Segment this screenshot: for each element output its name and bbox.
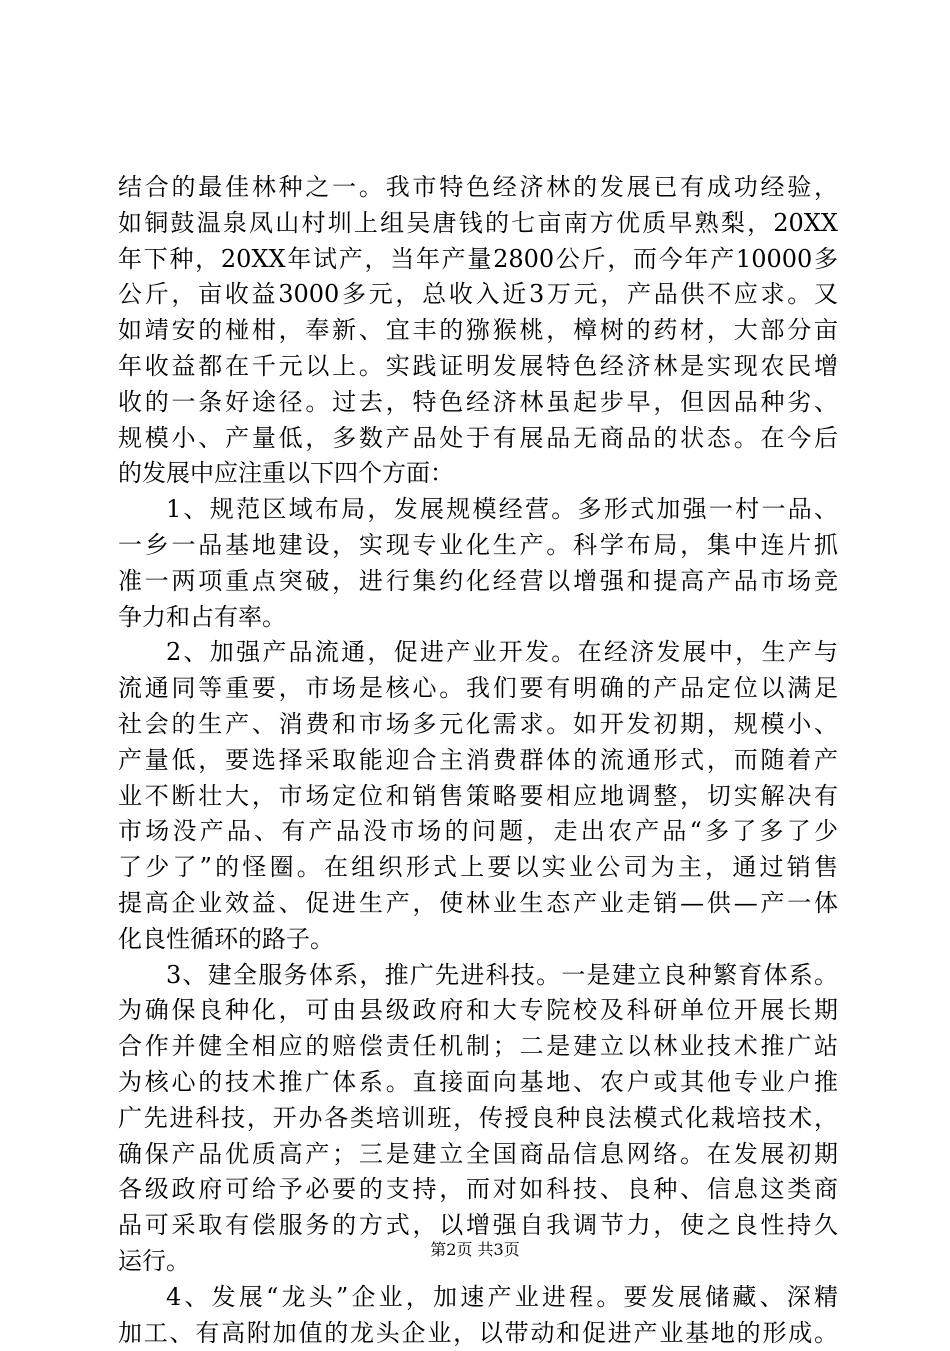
document-body — [118, 170, 838, 1351]
text-line: 流通同等重要，市场是核心。我们要有明确的产品定位以满足 — [118, 671, 838, 707]
text-line: 为核心的技术推广体系。直接面向基地、农户或其他专业户推 — [118, 1065, 838, 1101]
page-number-footer: 第2页 共3页 — [0, 1240, 950, 1260]
text-line: 合作并健全相应的赔偿责任机制；二是建立以林业技术推广站 — [118, 1029, 838, 1065]
text-line: 争力和占有率。 — [118, 600, 838, 636]
text-line: 规模小、产量低，多数产品处于有展品无商品的状态。在今后 — [118, 421, 838, 457]
text-line: 社会的生产、消费和市场多元化需求。如开发初期，规模小、 — [118, 707, 838, 743]
text-line: 加工、有高附加值的龙头企业，以带动和促进产业基地的形成。 — [118, 1316, 838, 1351]
text-line: 确保产品优质高产；三是建立全国商品信息网络。在发展初期 — [118, 1137, 838, 1173]
text-line: 了少了”的怪圈。在组织形式上要以实业公司为主，通过销售 — [118, 850, 838, 886]
text-line: 结合的最佳林种之一。我市特色经济林的发展已有成功经验， — [118, 170, 838, 206]
text-line: 公斤，亩收益3000多元，总收入近3万元，产品供不应求。又 — [118, 277, 838, 313]
text-line: 业不断壮大，市场定位和销售策略要相应地调整，切实解决有 — [118, 779, 838, 815]
text-line: 提高企业效益、促进生产，使林业生态产业走销—供—产一体 — [118, 886, 838, 922]
text-line: 如铜鼓温泉凤山村圳上组吴唐钱的七亩南方优质早熟梨，20XX — [118, 206, 838, 242]
text-line: 各级政府可给予必要的支持，而对如科技、良种、信息这类商 — [118, 1172, 838, 1208]
text-line: 运行。 — [118, 1244, 838, 1280]
text-line: 产量低，要选择采取能迎合主消费群体的流通形式，而随着产 — [118, 743, 838, 779]
text-line: 如靖安的椪柑，奉新、宜丰的猕猴桃，樟树的药材，大部分亩 — [118, 313, 838, 349]
text-line: 广先进科技，开办各类培训班，传授良种良法模式化栽培技术， — [118, 1101, 838, 1137]
text-line: 为确保良种化，可由县级政府和大专院校及科研单位开展长期 — [118, 993, 838, 1029]
text-line: 一乡一品基地建设，实现专业化生产。科学布局，集中连片抓 — [118, 528, 838, 564]
text-line: 准一两项重点突破，进行集约化经营以增强和提高产品市场竞 — [118, 564, 838, 600]
text-line: 收的一条好途径。过去，特色经济林虽起步早，但因品种劣、 — [118, 385, 838, 421]
paragraph-heading-3: 3、建全服务体系，推广先进科技。一是建立良种繁育体系。 — [118, 958, 838, 994]
paragraph-heading-4: 4、发展“龙头”企业，加速产业进程。要发展储藏、深精 — [118, 1280, 838, 1316]
text-line: 年收益都在千元以上。实践证明发展特色经济林是实现农民增 — [118, 349, 838, 385]
paragraph-heading-2: 2、加强产品流通，促进产业开发。在经济发展中，生产与 — [118, 635, 838, 671]
text-line: 市场没产品、有产品没市场的问题，走出农产品“多了多了少 — [118, 814, 838, 850]
paragraph-heading-1: 1、规范区域布局，发展规模经营。多形式加强一村一品、 — [118, 492, 838, 528]
text-line: 品可采取有偿服务的方式，以增强自我调节力，使之良性持久 — [118, 1208, 838, 1244]
text-line: 化良性循环的路子。 — [118, 922, 838, 958]
text-line: 年下种，20XX年试产，当年产量2800公斤，而今年产10000多 — [118, 242, 838, 278]
text-line: 的发展中应注重以下四个方面： — [118, 456, 838, 492]
